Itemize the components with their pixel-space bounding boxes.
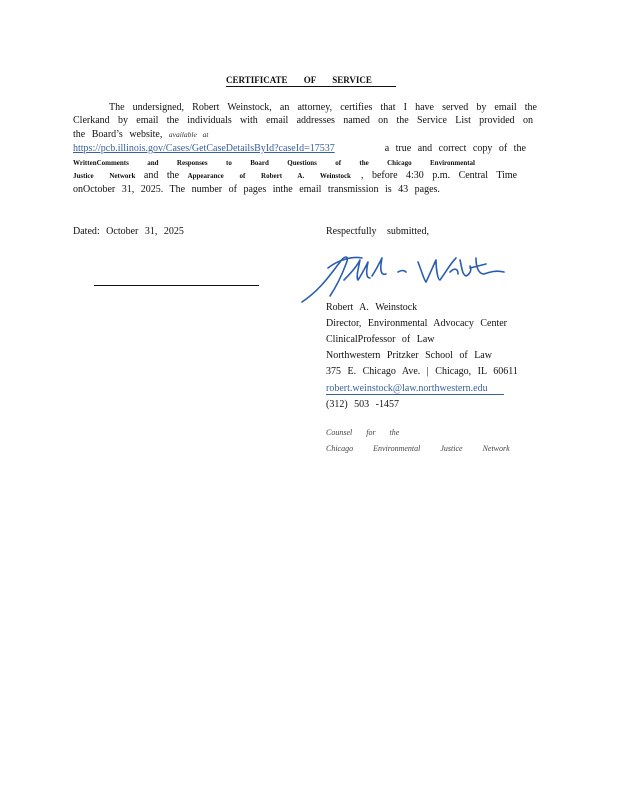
body-line-4	[73, 143, 526, 155]
body-line-7: onOctober 31, 2025. The number of pages inthe email transmission is 43 pages.	[73, 184, 440, 195]
signer-phone: (312) 503 -1457	[326, 399, 399, 410]
signer-role: ClinicalProfessor of Law	[326, 334, 435, 345]
signer-email-row	[326, 383, 504, 395]
body-line-6-bold2: Appearance of Robert A. Weinstock	[187, 172, 351, 180]
document-title: CERTIFICATE OF SERVICE	[226, 75, 396, 87]
body-line-3	[73, 129, 209, 141]
body-line-6-suffix: , before 4:30 p.m. Central Time	[360, 170, 518, 181]
signer-school: Northwestern Pritzker School of Law	[326, 350, 492, 361]
signature-line	[94, 285, 259, 286]
body-line-6-bold: Justice Network	[73, 172, 136, 180]
body-line-6-mid: and the	[143, 170, 180, 181]
signer-address: 375 E. Chicago Ave. | Chicago, IL 60611	[326, 366, 518, 377]
body-line-3-italic: available at	[168, 130, 209, 139]
closing-line: Respectfully submitted,	[326, 226, 429, 237]
body-line-5: WrittenComments and Responses to Board Questions of the Chicago Environmental	[73, 159, 475, 167]
body-line-1: The undersigned, Robert Weinstock, an attorney, certifies that I have served by email the	[109, 102, 537, 113]
body-line-6	[73, 170, 517, 182]
counsel-line-1: Counsel for the	[326, 428, 400, 437]
dated-line: Dated: October 31, 2025	[73, 226, 184, 237]
counsel-line-2: Chicago Environmental Justice Network	[326, 444, 510, 453]
signer-name: Robert A. Weinstock	[326, 302, 418, 313]
body-line-3-text: the Board’s website,	[73, 129, 163, 140]
case-link[interactable]: https://pcb.illinois.gov/Cases/GetCaseDetailsById?caseId=17537	[73, 143, 335, 154]
signer-title: Director, Environmental Advocacy Center	[326, 318, 507, 329]
signer-email-link[interactable]: robert.weinstock@law.northwestern.edu	[326, 383, 504, 395]
body-line-4-suffix: a true and correct copy of the	[384, 143, 526, 154]
handwritten-signature	[300, 250, 510, 306]
body-line-2: Clerkand by email the individuals with email addresses named on the Service List provided on	[73, 115, 533, 126]
